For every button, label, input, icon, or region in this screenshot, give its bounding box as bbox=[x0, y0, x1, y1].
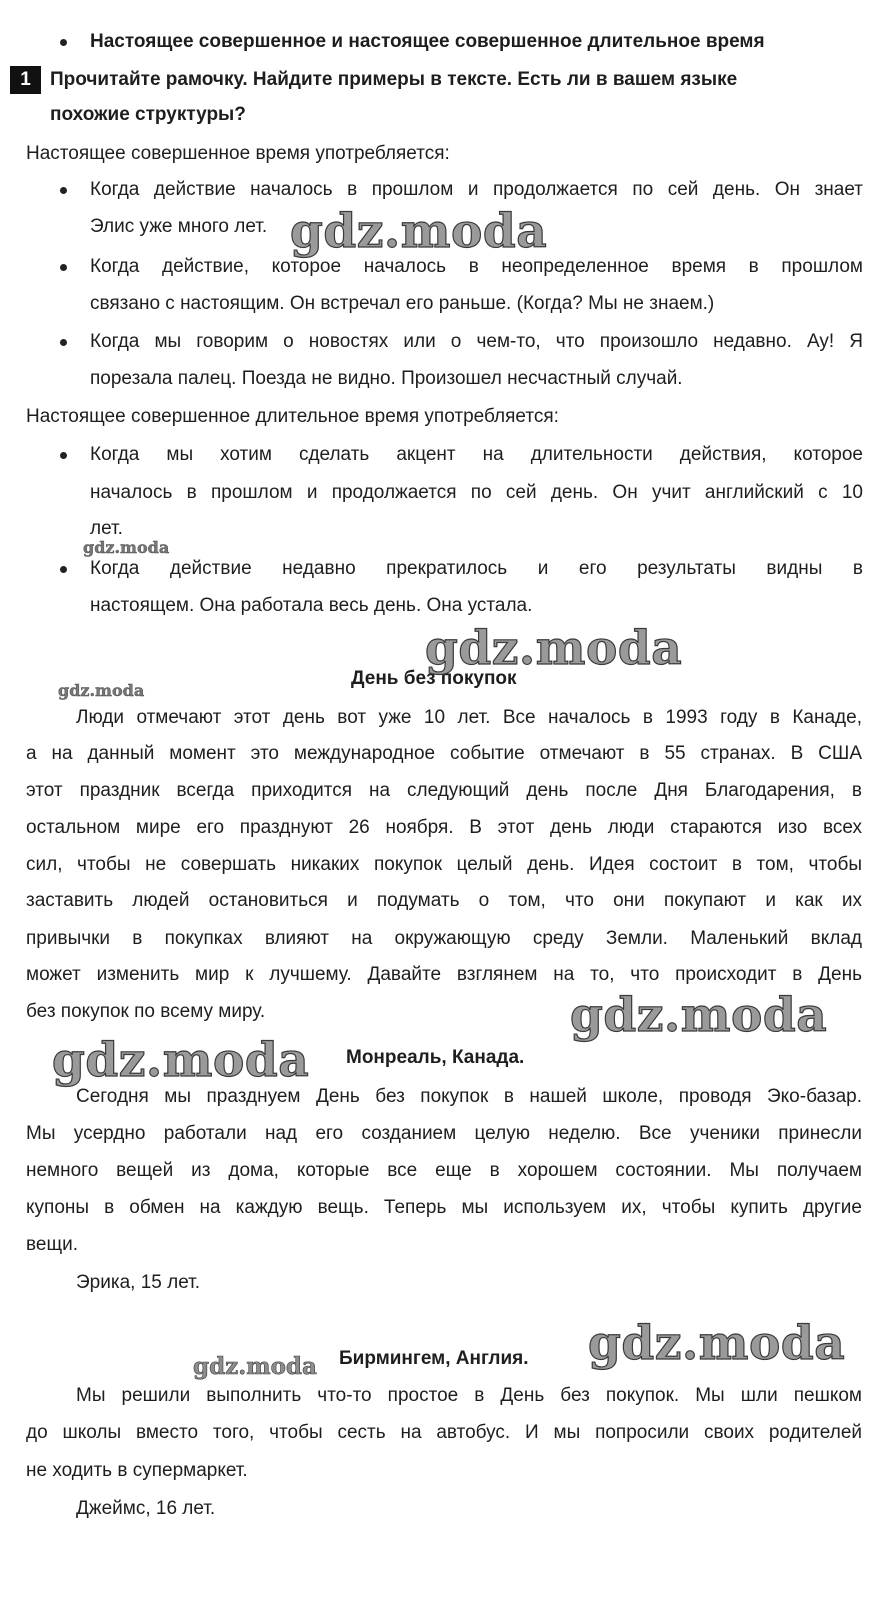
article-paragraph-line: этот праздник всегда приходится на следующий день после Дня Благодарения, в bbox=[26, 780, 862, 801]
article-paragraph-line: Люди отмечают этот день вот уже 10 лет. Все началось в 1993 году в Канаде, bbox=[76, 707, 862, 728]
author-signature: Джеймс, 16 лет. bbox=[76, 1498, 216, 1519]
rule-item-cont: настоящем. Она работала весь день. Она устала. bbox=[90, 595, 533, 616]
article-paragraph-line: не ходить в супермаркет. bbox=[26, 1460, 248, 1481]
article-paragraph-line: Мы решили выполнить что-то простое в День без покупок. Мы шли пешком bbox=[76, 1385, 862, 1406]
article-title: День без покупок bbox=[351, 668, 517, 689]
article-paragraph-line: без покупок по всему миру. bbox=[26, 1001, 266, 1022]
watermark: gdz.moda bbox=[588, 1316, 846, 1371]
bullet-dot bbox=[60, 452, 67, 459]
section-title-birmingham: Бирмингем, Англия. bbox=[339, 1348, 529, 1369]
rule-item-cont: лет. bbox=[90, 518, 123, 539]
bullet-dot bbox=[60, 187, 67, 194]
bullet-dot bbox=[60, 264, 67, 271]
article-paragraph-line: остальном мире его празднуют 26 ноября. В этот день люди стараются изо всех bbox=[26, 817, 862, 838]
watermark: gdz.moda bbox=[52, 1033, 310, 1088]
article-paragraph-line: сил, чтобы не совершать никаких покупок целый день. Идея состоит в том, чтобы bbox=[26, 854, 862, 875]
section-heading: Настоящее совершенное и настоящее совершенное длительное время bbox=[90, 31, 765, 52]
bullet-dot bbox=[60, 566, 67, 573]
article-paragraph-line: Сегодня мы празднуем День без покупок в нашей школе, проводя Эко-базар. bbox=[76, 1086, 862, 1107]
rule-item: Когда действие началось в прошлом и продолжается по сей день. Он знает bbox=[90, 179, 863, 200]
rule-item-cont: началось в прошлом и продолжается по сей день. Он учит английский с 10 bbox=[90, 482, 863, 503]
rule-intro: Настоящее совершенное время употребляется: bbox=[26, 143, 450, 164]
bullet-dot bbox=[60, 39, 67, 46]
watermark: gdz.moda bbox=[570, 988, 828, 1043]
article-paragraph-line: вещи. bbox=[26, 1234, 78, 1255]
watermark: gdz.moda bbox=[83, 538, 170, 557]
article-paragraph-line: купоны в обмен на каждую вещь. Теперь мы используем их, чтобы купить другие bbox=[26, 1197, 862, 1218]
article-paragraph-line: до школы вместо того, чтобы сесть на автобус. И мы попросили своих родителей bbox=[26, 1422, 862, 1443]
bullet-dot bbox=[60, 339, 67, 346]
rule-item-cont: Элис уже много лет. bbox=[90, 216, 268, 237]
article-paragraph-line: заставить людей остановиться и подумать о том, что они покупают и как их bbox=[26, 890, 862, 911]
article-paragraph-line: может изменить мир к лучшему. Давайте взглянем на то, что происходит в День bbox=[26, 964, 862, 985]
rule-item: Когда действие, которое началось в неопределенное время в прошлом bbox=[90, 256, 863, 277]
author-signature: Эрика, 15 лет. bbox=[76, 1272, 201, 1293]
watermark: gdz.moda bbox=[290, 204, 548, 259]
section-title-montreal: Монреаль, Канада. bbox=[346, 1047, 525, 1068]
article-paragraph-line: привычки в покупках влияют на окружающую среду Земли. Маленький вклад bbox=[26, 928, 862, 949]
rule-item: Когда мы хотим сделать акцент на длительности действия, которое bbox=[90, 444, 863, 465]
rule-item: Когда действие недавно прекратилось и его результаты видны в bbox=[90, 558, 863, 579]
exercise-number: 1 bbox=[10, 66, 41, 94]
exercise-instruction-cont: похожие структуры? bbox=[50, 104, 246, 125]
watermark: gdz.moda bbox=[193, 1353, 317, 1380]
rule-item-cont: связано с настоящим. Он встречал его раньше. (Когда? Мы не знаем.) bbox=[90, 293, 715, 314]
article-paragraph-line: немного вещей из дома, которые все еще в хорошем состоянии. Мы получаем bbox=[26, 1160, 862, 1181]
watermark: gdz.moda bbox=[58, 681, 145, 700]
article-paragraph-line: а на данный момент это международное событие отмечают в 55 странах. В США bbox=[26, 743, 862, 764]
rule-item-cont: порезала палец. Поезда не видно. Произошел несчастный случай. bbox=[90, 368, 683, 389]
rule-intro: Настоящее совершенное длительное время употребляется: bbox=[26, 406, 559, 427]
article-paragraph-line: Мы усердно работали над его созданием целую неделю. Все ученики принесли bbox=[26, 1123, 862, 1144]
rule-item: Когда мы говорим о новостях или о чем-то, что произошло недавно. Ау! Я bbox=[90, 331, 863, 352]
exercise-instruction: Прочитайте рамочку. Найдите примеры в тексте. Есть ли в вашем языке bbox=[50, 69, 738, 90]
watermark: gdz.moda bbox=[425, 621, 683, 676]
